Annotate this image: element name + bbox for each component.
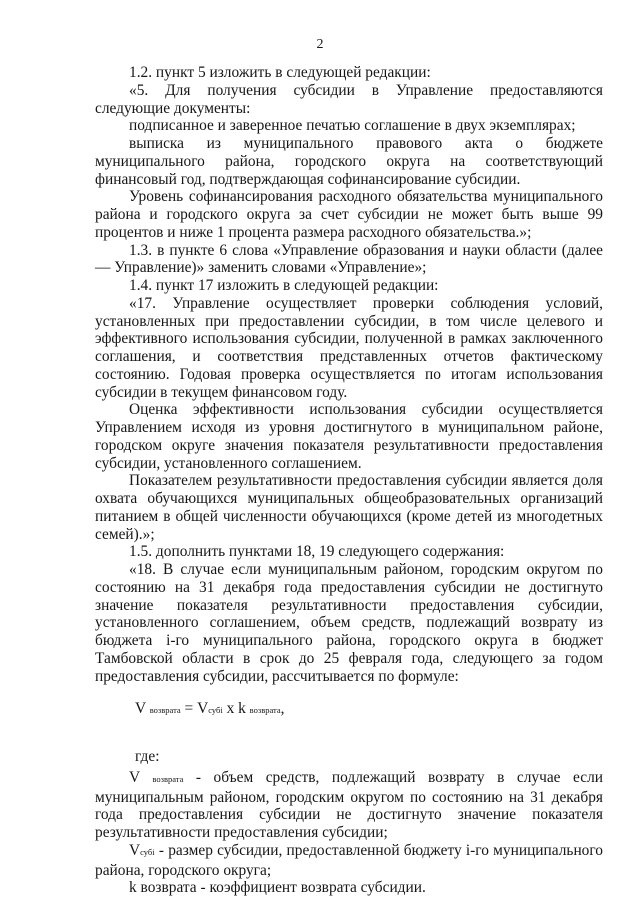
paragraph-item-17: «17. Управление осуществляет проверки соблюдения условий, установленных при предоставлении субсидии, в том числе целевого и эффективного использования субсидии, полученной в рамках заключенного соглашения, и соответствия представленных отчетов фактическому состоянию. Годовая проверка осуществляется по итогам использования субсидии в текущем финансовом году. [95,294,603,401]
formula-equals-v: = V [184,700,209,718]
paragraph-1-3: 1.3. в пункте 6 слова «Управление образования и науки области (далее — Управление)» заменить словами «Управление»; [95,241,603,277]
definition-v-symbol: V [129,768,140,786]
formula-v: V [135,700,146,718]
definition-vs-subscript: субi [140,846,155,857]
paragraph-cofinancing-level: Уровень софинансирования расходного обязательства муниципального района и городского округа за счет субсидии не может быть выше 99 процентов и ниже 1 процента размера расходного обязательства.»; [95,188,603,241]
paragraph-1-2: 1.2. пункт 5 изложить в следующей редакции: [129,64,431,81]
definition-vs-text: - размер субсидии, предоставленной бюджету i-го муниципального района, городского округа; [95,841,603,879]
paragraph-item-5: «5. Для получения субсидии в Управление предоставляются следующие документы: [95,81,603,117]
definition-k-refund: k возврата - коэффициент возврата субсидии. [129,879,426,897]
page-number: 2 [316,37,324,52]
paragraph-efficiency-assessment: Оценка эффективности использования субсидии осуществляется Управлением исходя из уровня достигнутого в муниципальном районе, городском округе значения показателя результативности предоставления субсидии, установленного соглашением. [95,401,603,472]
definition-v-subsidy [95,842,603,880]
document-body [95,64,603,897]
formula-v-subscript: возврата [149,705,181,716]
paragraph-item-18: «18. В случае если муниципальным районом, городским округом по состоянию на 31 декабря года предоставления субсидии не достигнуто значение показателя результативности предоставления субсидии, установленного соглашением, объем средств, подлежащий возврату из бюджета i-го муниципального района, городского округа в бюджет Тамбовской области в срок до 25 февраля года, следующего за годом предоставления субсидии, рассчитывается по формуле: [95,561,603,685]
formula-vs-subscript: субi [208,705,223,716]
definition-v-subscript: возврата [152,773,184,784]
formula-end: , [280,700,285,718]
paragraph-extract: выписка из муниципального правового акта о бюджете муниципального района, городского округа на соответствующий финансовый год, подтверждающая софинансирование субсидии. [95,135,603,188]
paragraph-performance-indicator: Показателем результативности предоставления субсидии является доля охвата обучающихся муниципальных общеобразовательных организаций питанием в общей численности обучающихся (кроме детей из многодетных семей).»; [95,472,603,543]
definition-vs-symbol: V [129,841,141,859]
paragraph-1-4: 1.4. пункт 17 изложить в следующей редакции: [129,277,439,294]
where-label: где: [135,748,160,765]
formula-times-k: x k [226,700,246,718]
definition-v-refund [95,769,603,842]
definition-v-text: - объем средств, подлежащий возврату в случае если муниципальным районом, городским округом по состоянию на 31 декабря года предоставления субсидии не достигнуто значение показателя результативности предоставления субсидии; [95,768,603,841]
refund-formula [135,700,603,720]
paragraph-agreement: подписанное и заверенное печатью соглашение в двух экземплярах; [129,117,576,135]
formula-k-subscript: возврата [249,705,281,716]
paragraph-1-5: 1.5. дополнить пунктами 18, 19 следующего содержания: [129,543,505,561]
